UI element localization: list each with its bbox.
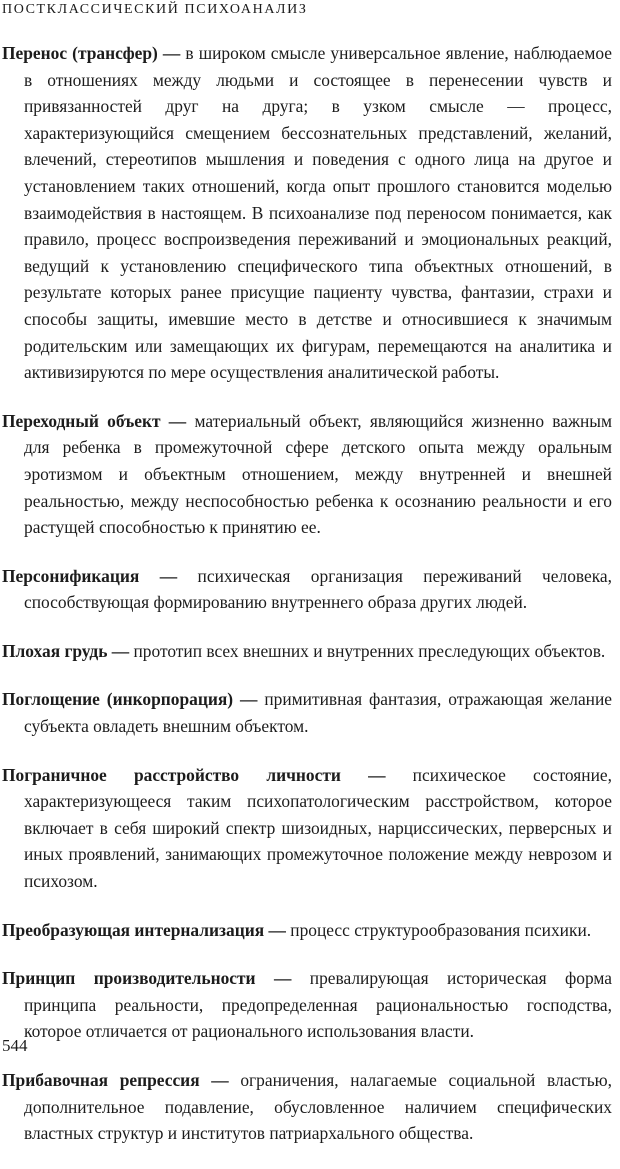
entry-term: Персонификация — [2,565,178,586]
glossary-entry-printsip-proizvoditelnosti [2,965,612,1045]
glossary-entry-preobrazuyushchaya-internalizatsiya [2,917,612,944]
page-number: 544 [2,1036,28,1055]
glossary-entry-pogloshchenie [2,686,612,739]
entry-definition: психическое состояние, характеризующееся таким психопатологическим расстройством, которое включает в себя широкий спектр шизоидных, нарциссических, перверсных и иных проявлений, занимающих промежуточное положение между неврозом и психозом. [24,764,612,892]
entry-definition: процесс структурообразования психики. [290,919,592,940]
glossary-entry-plokhaya-grud [2,638,612,665]
entry-definition: ограничения, налагаемые социальной властью, дополнительное подавление, обусловленное наличием специфических властных структур и институтов патриархального общества. [24,1070,612,1144]
entry-definition: в широком смысле универсальное явление, наблюдаемое в отношениях между людьми и состоящее в перенесении чувств и привязанностей друг на друга; в узком смысле — процесс, характеризующийся смещением бессознательных представлений, желаний, влечений, стереотипов мышления и поведения с одного лица на другое и установлением таких отношений, когда опыт прошлого становится моделью взаимодействия в настоящем. В психоанализе под переносом понимается, как правило, процесс воспроизведения переживаний и эмоциональных реакций, ведущий к установлению специфического типа объектных отношений, в результате которых ранее присущие пациенту чувства, фантазии, страхи и способы защиты, имевшие место в детстве и относившиеся к значимым родительским или замещающих их фигурам, перемещаются на аналитика и активизируются по мере осуществления аналитической работы. [24,43,612,383]
glossary-entry-pogranichnoe-rasstroystvo [2,762,612,895]
running-head: ПОСТКЛАССИЧЕСКИЙ ПСИХОАНАЛИЗ [2,2,308,17]
glossary-entry-perenos [2,40,612,386]
entry-term: Преобразующая интернализация — [2,919,286,940]
entry-term: Плохая грудь — [2,640,130,661]
glossary-entry-pribavochnaya-repressiya [2,1067,612,1147]
entry-term: Переходный объект — [2,410,187,431]
entry-definition: прототип всех внешних и внутренних преследующих объектов. [133,640,606,661]
entry-term: Прибавочная репрессия — [2,1070,229,1090]
glossary-entry-personifikatsiya [2,563,612,616]
entry-term: Перенос (трансфер) — [2,43,181,63]
entry-definition: материальный объект, являющийся жизненно важным для ребенка в промежуточной сфере детского опыта между оральным эротизмом и объектным отношением, между внутренней и внешней реальностью, между неспособностью ребенка к осознанию реальности и его растущей способностью к принятию ее. [24,410,612,538]
glossary-entries [2,40,612,1169]
entry-definition: примитивная фантазия, отражающая желание субъекта овладеть внешним объектом. [24,689,612,737]
entry-definition: превалирующая историческая форма принципа реальности, предопределенная рациональностью господства, которое отличается от рационального использования власти. [24,968,613,1042]
entry-term: Пограничное расстройство личности — [2,764,386,785]
entry-definition: психическая организация переживаний человека, способствующая формированию внутреннего образа других людей. [24,565,612,613]
glossary-entry-perekhodny-obekt [2,408,612,541]
entry-term: Принцип производительности — [2,968,292,989]
entry-term: Поглощение (инкорпорация) — [2,689,258,710]
